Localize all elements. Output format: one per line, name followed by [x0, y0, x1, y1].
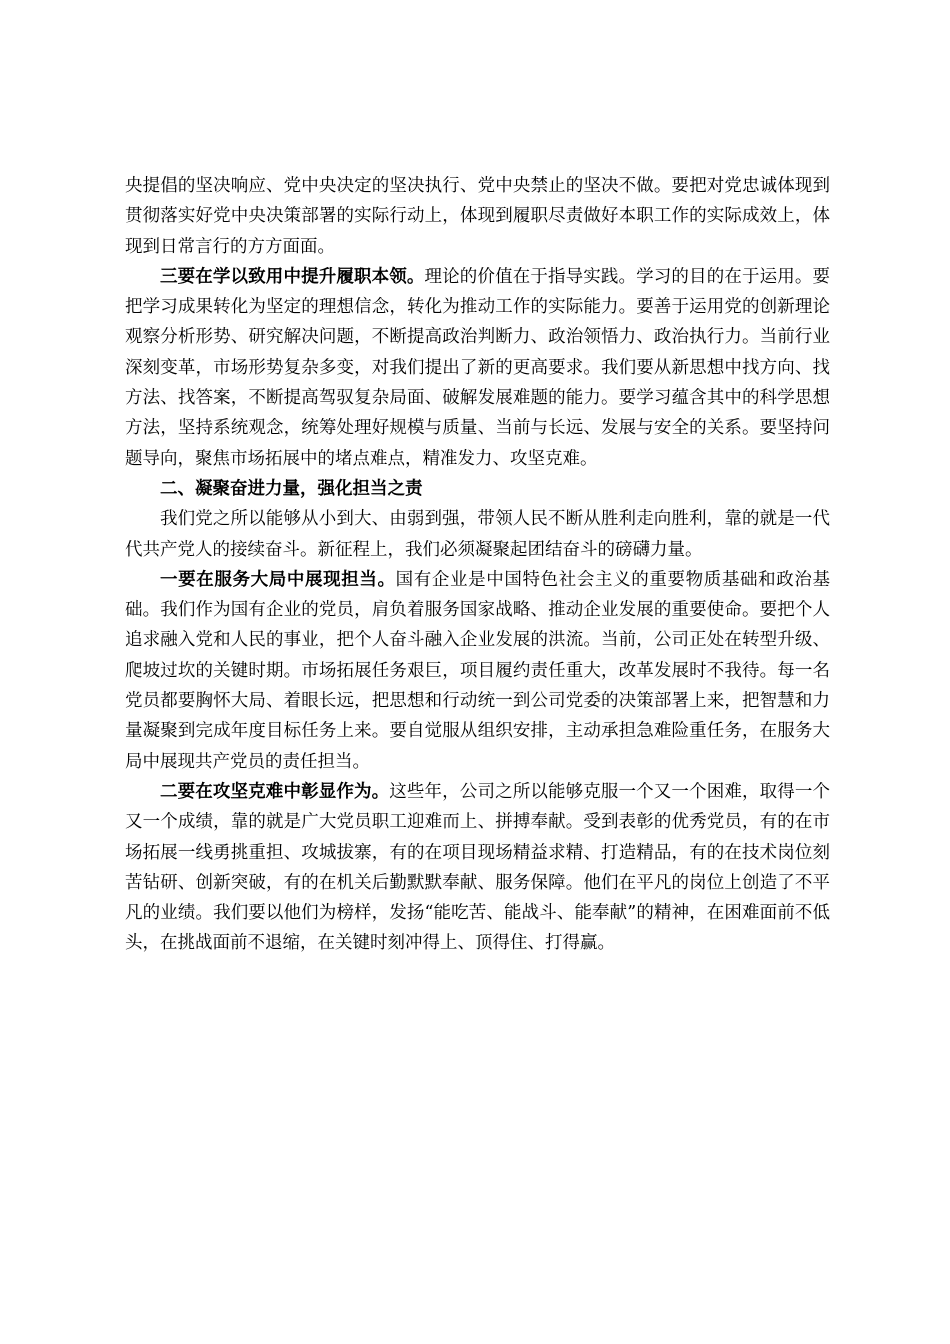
paragraph-lead: 一要在服务大局中展现担当。 — [160, 569, 396, 590]
paragraph-section-intro — [125, 504, 830, 565]
paragraph-text: 这些年，公司之所以能够克服一个又一个困难，取得一个又一个成绩，靠的就是广大党员职工迎难而上、拼搏奉献。受到表彰的优秀党员，有的在市场拓展一线勇挑重担、攻城拔寨，有的在项目现场精益求精、打造精品，有的在技术岗位刻苦钻研、创新突破，有的在机关后勤默默奉献、服务保障。他们在平凡的岗位上创造了不平凡的业绩。我们要以他们为榜样，发扬“能吃苦、能战斗、能奉献”的精神，在困难面前不低头，在挑战面前不退缩，在关键时刻冲得上、顶得住、打得赢。 — [125, 781, 831, 954]
paragraph-lead: 二要在攻坚克难中彰显作为。 — [160, 781, 390, 802]
paragraph-continuation — [125, 171, 830, 262]
paragraph-text: 央提倡的坚决响应、党中央决定的坚决执行、党中央禁止的坚决不做。要把对党忠诚体现到贯彻落实好党中央决策部署的实际行动上，体现到履职尽责做好本职工作的实际成效上，体现到日常言行的方方面面。 — [125, 176, 830, 257]
section-heading-text: 二、凝聚奋进力量，强化担当之责 — [160, 478, 423, 499]
document-body — [125, 171, 830, 959]
paragraph-point-two — [125, 777, 830, 959]
paragraph-text: 理论的价值在于指导实践。学习的目的在于运用。要把学习成果转化为坚定的理想信念，转化为推动工作的实际能力。要善于运用党的创新理论观察分析形势、研究解决问题，不断提高政治判断力、政治领悟力、政治执行力。当前行业深刻变革，市场形势复杂多变，对我们提出了新的更高要求。我们要从新思想中找方向、找方法、找答案，不断提高驾驭复杂局面、破解发展难题的能力。要学习蕴含其中的科学思想方法，坚持系统观念，统筹处理好规模与质量、当前与长远、发展与安全的关系。要坚持问题导向，聚焦市场拓展中的堵点难点，精准发力、攻坚克难。 — [125, 266, 831, 469]
paragraph-point-three — [125, 262, 830, 474]
section-heading — [125, 474, 830, 504]
paragraph-text: 我们党之所以能够从小到大、由弱到强，带领人民不断从胜利走向胜利，靠的就是一代代共产党人的接续奋斗。新征程上，我们必须凝聚起团结奋斗的磅礴力量。 — [125, 509, 830, 560]
paragraph-lead: 三要在学以致用中提升履职本领。 — [160, 266, 425, 287]
paragraph-point-one — [125, 565, 830, 777]
paragraph-text: 国有企业是中国特色社会主义的重要物质基础和政治基础。我们作为国有企业的党员，肩负着服务国家战略、推动企业发展的重要使命。要把个人追求融入党和人民的事业，把个人奋斗融入企业发展的洪流。当前，公司正处在转型升级、爬坡过坎的关键时期。市场拓展任务艰巨，项目履约责任重大，改革发展时不我待。每一名党员都要胸怀大局、着眼长远，把思想和行动统一到公司党委的决策部署上来，把智慧和力量凝聚到完成年度目标任务上来。要自觉服从组织安排，主动承担急难险重任务，在服务大局中展现共产党员的责任担当。 — [125, 569, 830, 772]
